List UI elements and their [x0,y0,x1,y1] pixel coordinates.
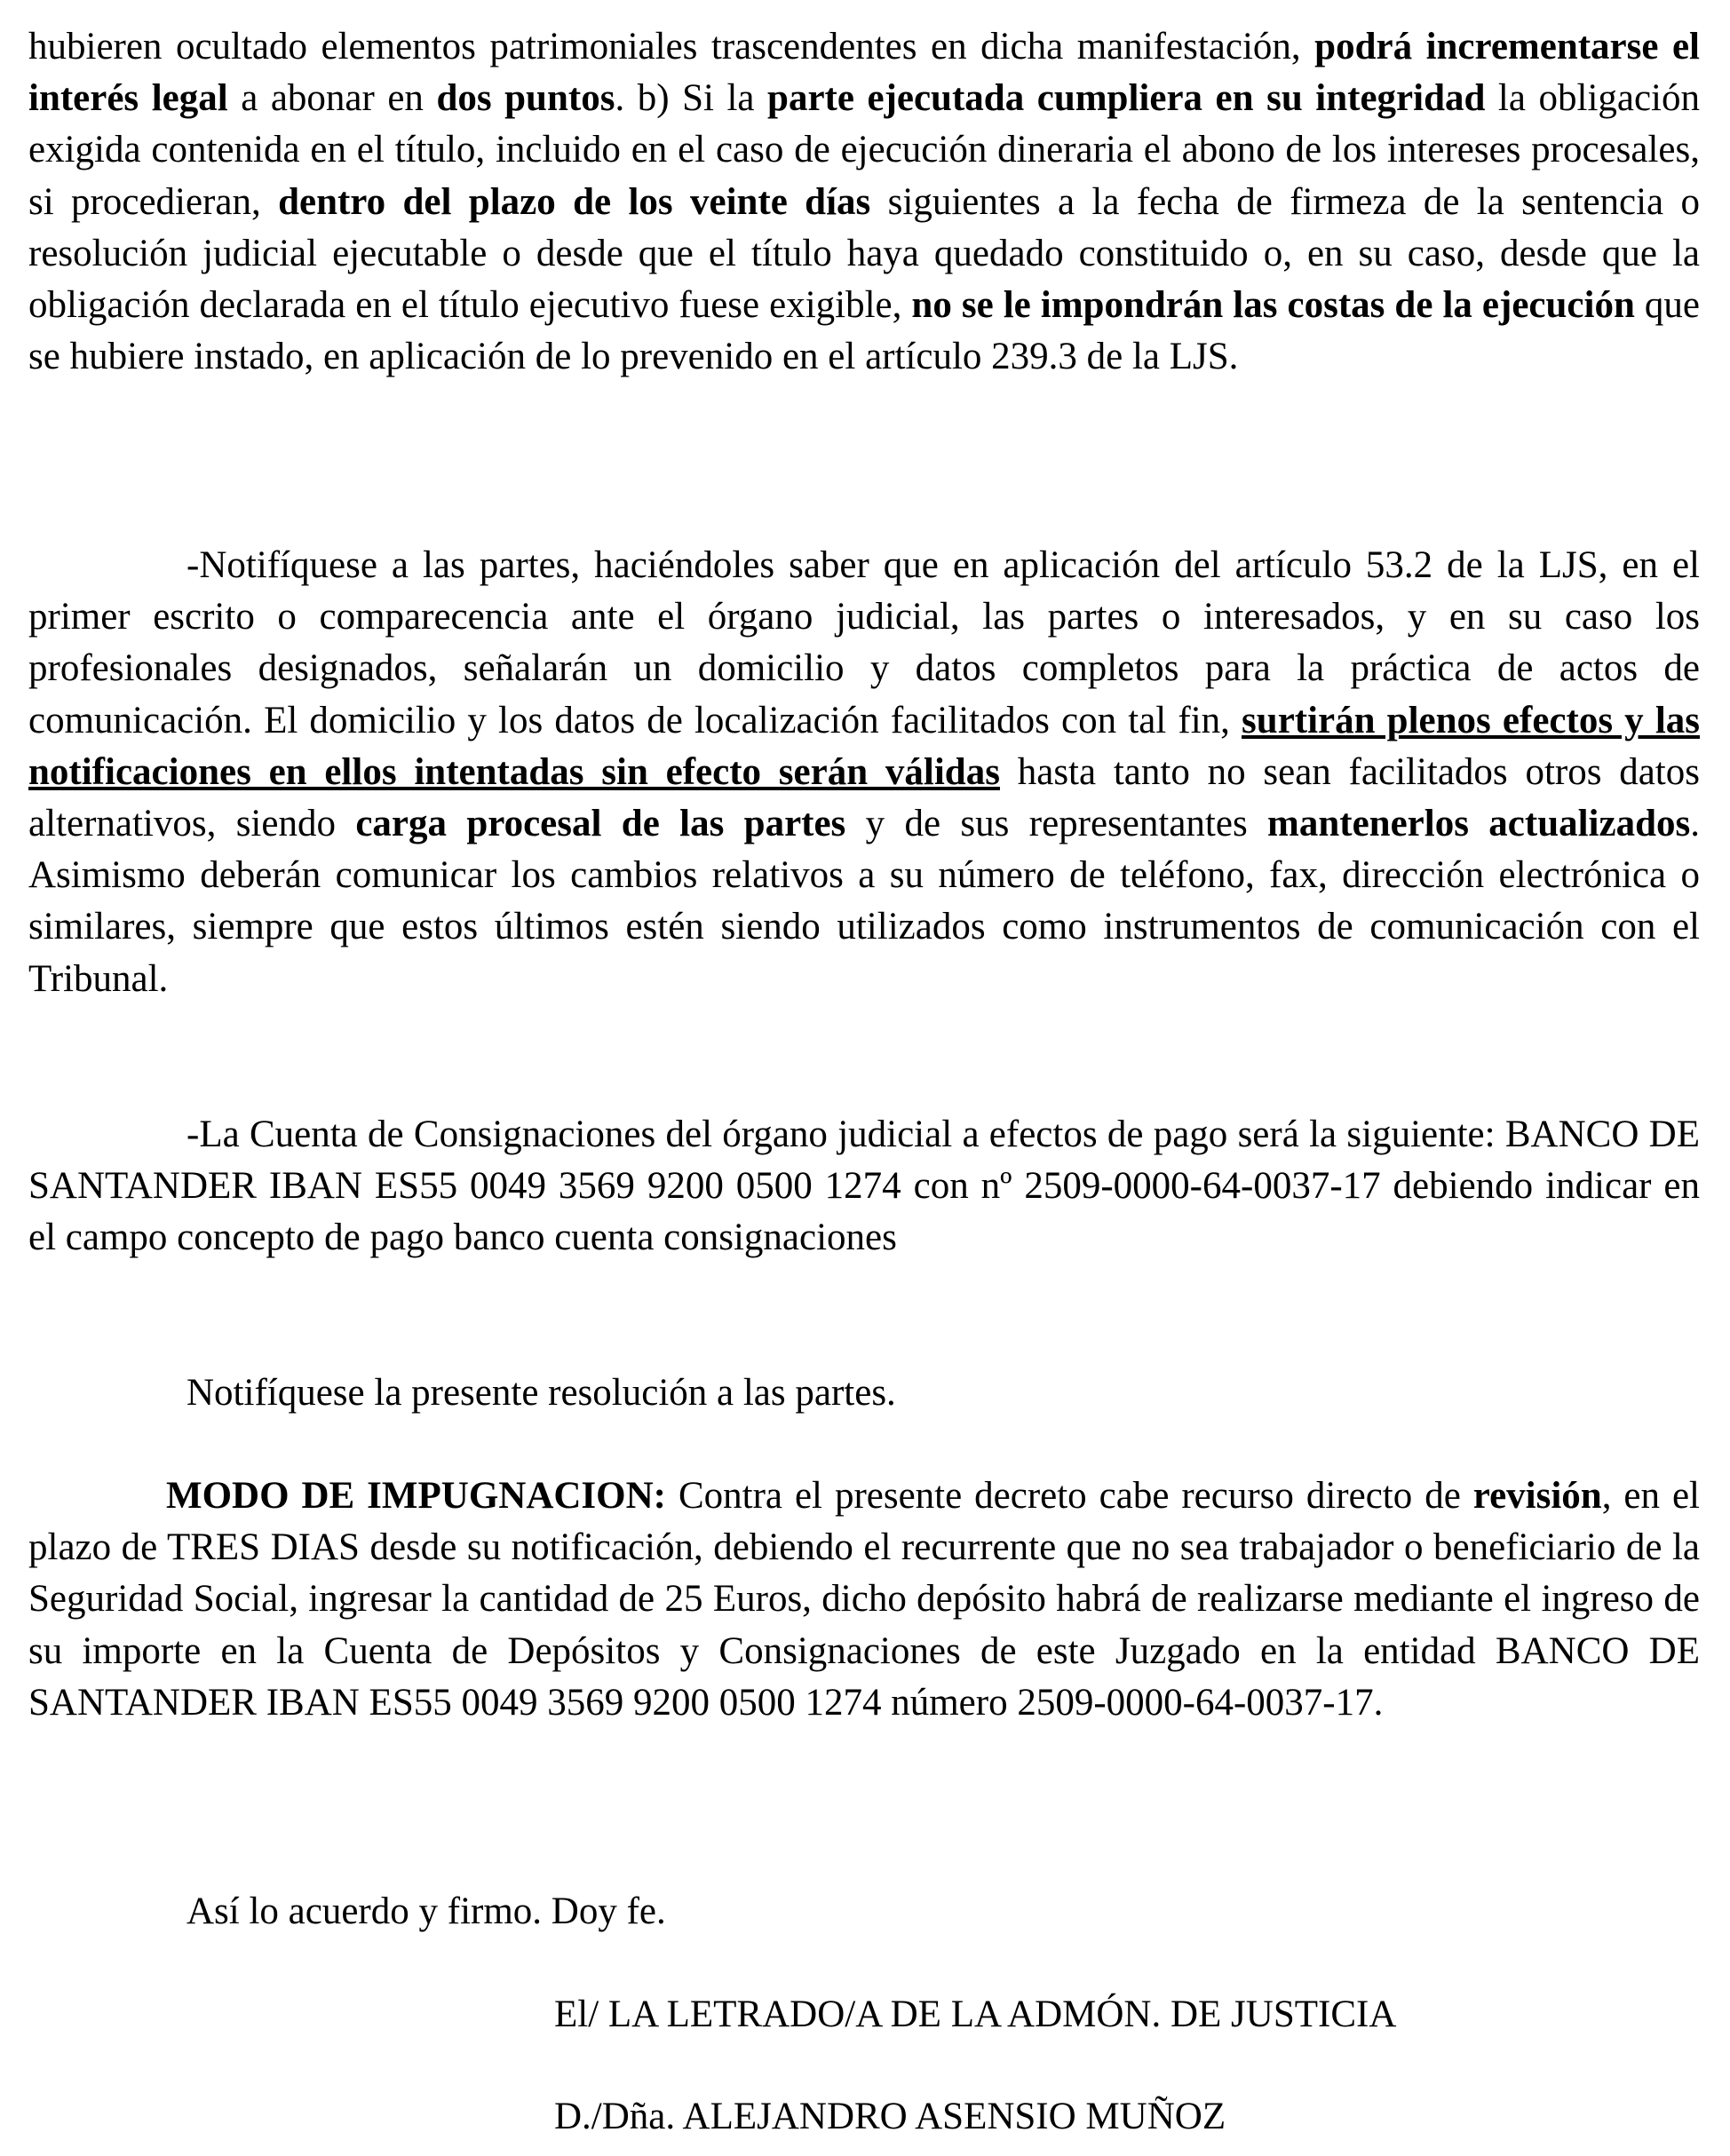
closing-statement: Así lo acuerdo y firmo. Doy fe. [186,1890,666,1932]
paragraph-deposit-account [28,1109,1700,1264]
bold-text: mantenerlos actualizados [1267,803,1691,845]
paragraph-notification-domicile [28,540,1700,1005]
signature-title: El/ LA LETRADO/A DE LA ADMÓN. DE JUSTICIA [554,1994,1397,2035]
paragraph-execution-interest [28,21,1700,383]
text-span: a abonar en [227,77,437,120]
signature-name: D./Dña. ALEJANDRO ASENSIO MUÑOZ [554,2096,1226,2137]
text-span: -La Cuenta de Consignaciones del órgano judicial a efectos de pago será la siguiente: BANCO DE SANTANDER IBAN ES55 0049 3569 9200 0500 1274 con nº 2509-0000-64-0037-17 debiendo indicar en el campo concepto de pago banco cuenta consignaciones [28,1114,1700,1259]
bold-text: carga procesal de las partes [355,803,846,845]
text-span: Contra el presente decreto cabe recurso directo de [666,1475,1473,1517]
text-span: que se hubiere instado, en aplicación de lo prevenido en el artículo 239.3 de la LJS. [28,284,1700,378]
text-span: hubieren ocultado elementos patrimoniales trascendentes en dicha manifestación, [28,26,1315,67]
text-span: y de sus representantes [845,803,1268,845]
bold-text: revisión [1472,1475,1602,1517]
text-span: -Notifíquese a las partes, haciéndoles saber que en aplicación del artículo 53.2 de la LJS, en el primer escrito o comparecencia ante el órgano judicial, las partes o interesados, y en su caso los profesionales designados, señalarán un domicilio y datos completos para la práctica de actos de comunicación. El domicilio y los datos de localización facilitados con tal fin, [28,544,1700,741]
bold-text: no se le impondrán las costas de la ejecución [911,284,1635,327]
text-span: hasta tanto no sean facilitados otros datos alternativos, siendo [28,750,1700,845]
text-span: la obligación exigida contenida en el título, incluido en el caso de ejecución dineraria el abono de los intereses procesales, si procedieran, [28,77,1701,223]
bold-text: dentro del plazo de los veinte días [278,180,871,223]
bold-text: dos puntos [436,77,615,120]
underlined-bold-text: surtirán plenos efectos y las notificaciones en ellos intentadas sin efecto serán válidas [28,699,1701,793]
paragraph-appeal-method [28,1470,1700,1729]
bold-heading-text: MODO DE IMPUGNACION: [166,1475,666,1517]
text-span: . b) Si la [615,77,768,120]
text-span: Notifíquese la presente resolución a las partes. [186,1372,896,1414]
bold-text: podrá incrementarse el interés legal [28,26,1700,120]
text-span: siguientes a la fecha de firmeza de la sentencia o resolución judicial ejecutable o desde que el título haya quedado constituido o, en su caso, desde que la obligación declarada en el título ejecutivo fuese exigible, [28,180,1700,327]
text-span: . Asimismo deberán comunicar los cambios relativos a su número de teléfono, fax, dirección electrónica o similares, siempre que estos últimos estén siendo utilizados como instrumentos de comunicación con el Tribunal. [28,803,1700,1000]
paragraph-notify-parties [28,1367,1700,1419]
text-span: , en el plazo de TRES DIAS desde su notificación, debiendo el recurrente que no sea trabajador o beneficiario de la Seguridad Social, ingresar la cantidad de 25 Euros, dicho depósito habrá de realizarse mediante el ingreso de su importe en la Cuenta de Depósitos y Consignaciones de este Juzgado en la entidad BANCO DE SANTANDER IBAN ES55 0049 3569 9200 0500 1274 número 2509-0000-64-0037-17. [28,1475,1700,1724]
bold-text: parte ejecutada cumpliera en su integridad [767,77,1486,120]
